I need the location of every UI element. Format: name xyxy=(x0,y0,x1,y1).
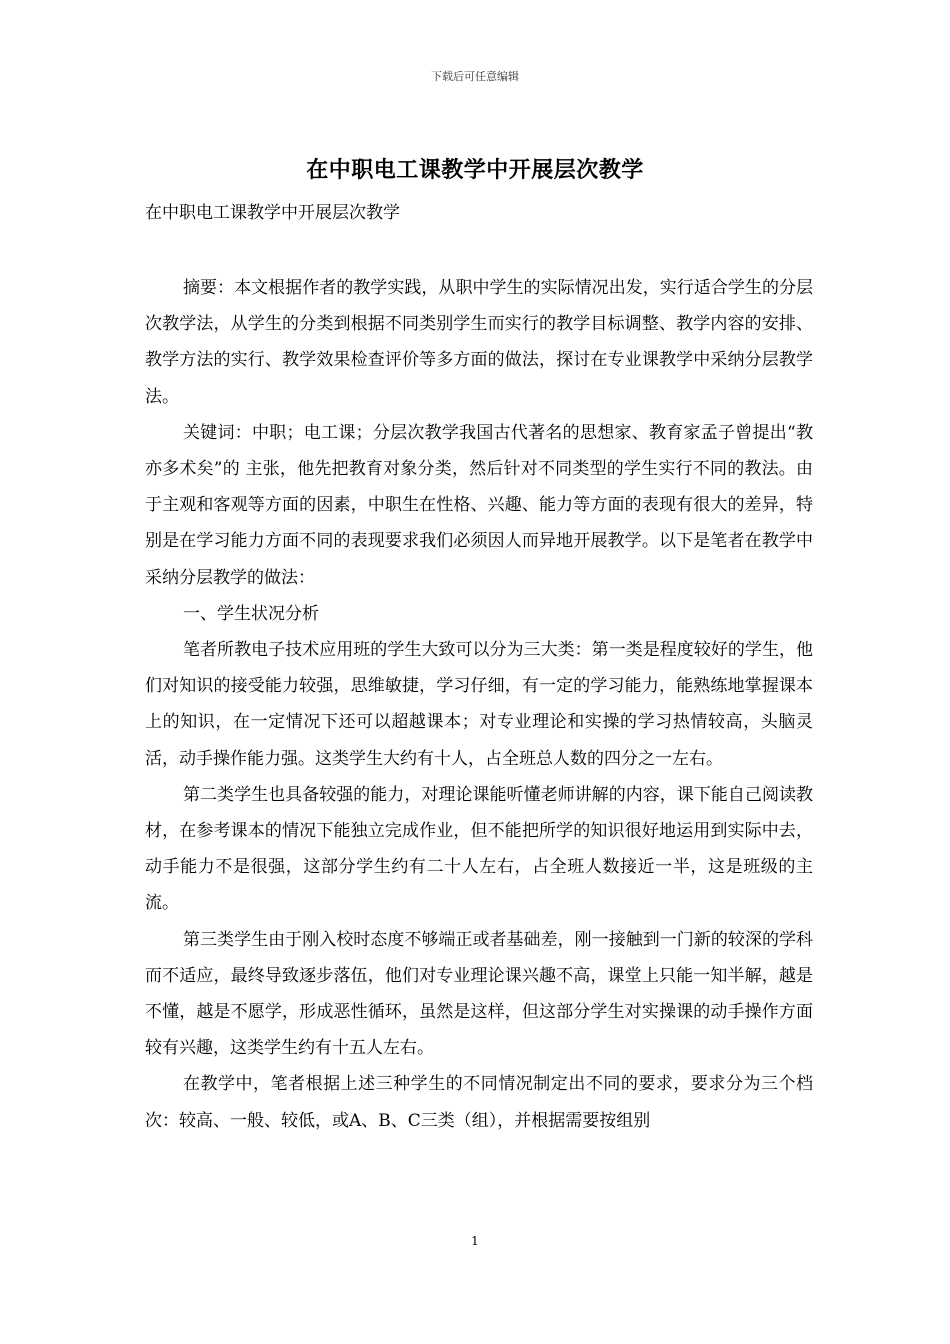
body-paragraph: 第三类学生由于刚入校时态度不够端正或者基础差，刚一接触到一门新的较深的学科而不适应，最终导致逐步落伍，他们对专业理论课兴趣不高，课堂上只能一知半解，越是不懂，越是不愿学，形成恶性循环，虽然是这样，但这部分学生对实操课的动手操作方面较有兴趣，这类学生约有十五人左右。 xyxy=(145,929,813,1059)
body-paragraph: 笔者所教电子技术应用班的学生大致可以分为三大类：第一类是程度较好的学生，他们对知识的接受能力较强，思维敏捷，学习仔细，有一定的学习能力，能熟练地掌握课本上的知识，在一定情况下还可以超越课本；对专业理论和实操的学习热情较高，头脑灵活，动手操作能力强。这类学生大约有十人，占全班总人数的四分之一左右。 xyxy=(145,640,813,769)
document-subtitle: 在中职电工课教学中开展层次教学 xyxy=(145,203,400,223)
body-paragraph: 第二类学生也具备较强的能力，对理论课能听懂老师讲解的内容，课下能自己阅读教材，在参考课本的情况下能独立完成作业，但不能把所学的知识很好地运用到实际中去，动手能力不是很强，这部分学生约有二十人左右，占全班人数接近一半，这是班级的主流。 xyxy=(145,784,813,914)
section-heading: 一、学生状况分析 xyxy=(183,603,319,624)
keywords-paragraph: 关键词：中职；电工课；分层次教学我国古代著名的思想家、教育家孟子曾提出“教亦多术矣”的 主张，他先把教育对象分类，然后针对不同类型的学生实行不同的教法。由于主观和客观等方面的因素，中职生在性格、兴趣、能力等方面的表现有很大的差异，特别是在学习能力方面不同的表现要求我们必须因人而异地开展教学。以下是笔者在教学中采纳分层教学的做法： xyxy=(145,422,813,588)
body-paragraph: 在教学中，笔者根据上述三种学生的不同情况制定出不同的要求，要求分为三个档次：较高、一般、较低，或A、B、C三类（组），并根据需要按组别 xyxy=(145,1074,813,1131)
header-note: 下载后可任意编辑 xyxy=(431,70,519,83)
page-number: 1 xyxy=(471,1234,479,1248)
document-title: 在中职电工课教学中开展层次教学 xyxy=(306,158,644,183)
document-body xyxy=(145,270,813,1139)
abstract-paragraph: 摘要：本文根据作者的教学实践，从职中学生的实际情况出发，实行适合学生的分层次教学法，从学生的分类到根据不同类别学生而实行的教学目标调整、教学内容的安排、教学方法的实行、教学效果检查评价等多方面的做法，探讨在专业课教学中采纳分层教学法。 xyxy=(145,278,813,407)
